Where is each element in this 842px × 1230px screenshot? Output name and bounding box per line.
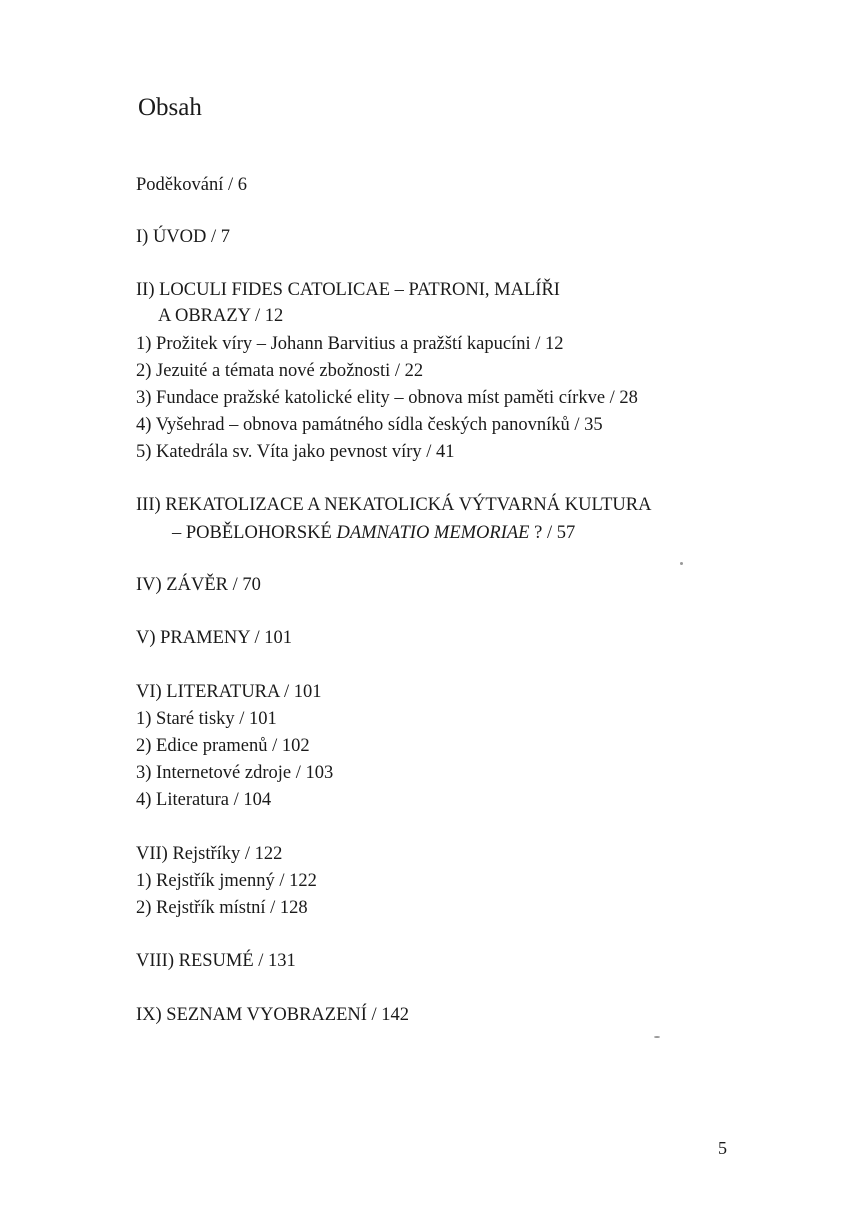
toc-subentry-2-4: 4) Vyšehrad – obnova památného sídla českých panovníků / 35 <box>136 415 603 435</box>
toc-entry-introduction: I) ÚVOD / 7 <box>136 227 231 247</box>
toc-subentry-2-5: 5) Katedrála sv. Víta jako pevnost víry / 41 <box>136 442 455 462</box>
toc-entry-chapter-7: VII) Rejstříky / 122 <box>136 844 283 864</box>
toc-subentry-6-2: 2) Edice pramenů / 102 <box>136 736 310 756</box>
toc-subentry-6-1: 1) Staré tisky / 101 <box>136 709 277 729</box>
scan-speck <box>680 562 683 565</box>
toc-entry-chapter-2: II) LOCULI FIDES CATOLICAE – PATRONI, MALÍŘI <box>136 280 560 300</box>
toc-entry-acknowledgements: Poděkování / 6 <box>136 175 247 195</box>
toc-entry-chapter-6: VI) LITERATURA / 101 <box>136 682 322 702</box>
toc-subentry-7-2: 2) Rejstřík místní / 128 <box>136 898 308 918</box>
ch3-suffix: ? / 57 <box>529 523 576 543</box>
toc-subentry-2-2: 2) Jezuité a témata nové zbožnosti / 22 <box>136 361 424 381</box>
page-title: Obsah <box>138 94 202 121</box>
toc-entry-chapter-4: IV) ZÁVĚR / 70 <box>136 575 261 595</box>
toc-entry-chapter-3: III) REKATOLIZACE A NEKATOLICKÁ VÝTVARNÁ KULTURA <box>136 495 652 515</box>
toc-entry-chapter-3-continued <box>172 520 575 546</box>
toc-entry-chapter-5: V) PRAMENY / 101 <box>136 628 293 648</box>
scan-speck <box>654 1036 660 1038</box>
toc-entry-chapter-8: VIII) RESUMÉ / 131 <box>136 951 296 971</box>
ch3-italic-title: DAMNATIO MEMORIAE <box>336 523 530 543</box>
toc-entry-chapter-2-continued: A OBRAZY / 12 <box>158 306 284 326</box>
toc-subentry-6-3: 3) Internetové zdroje / 103 <box>136 763 334 783</box>
toc-subentry-6-4: 4) Literatura / 104 <box>136 790 272 810</box>
toc-entry-chapter-9: IX) SEZNAM VYOBRAZENÍ / 142 <box>136 1005 410 1025</box>
toc-subentry-2-3: 3) Fundace pražské katolické elity – obnova míst paměti církve / 28 <box>136 388 638 408</box>
toc-subentry-2-1: 1) Prožitek víry – Johann Barvitius a pražští kapucíni / 12 <box>136 334 564 354</box>
page-number: 5 <box>718 1138 727 1158</box>
toc-subentry-7-1: 1) Rejstřík jmenný / 122 <box>136 871 317 891</box>
ch3-prefix: – POBĚLOHORSKÉ <box>172 523 337 543</box>
